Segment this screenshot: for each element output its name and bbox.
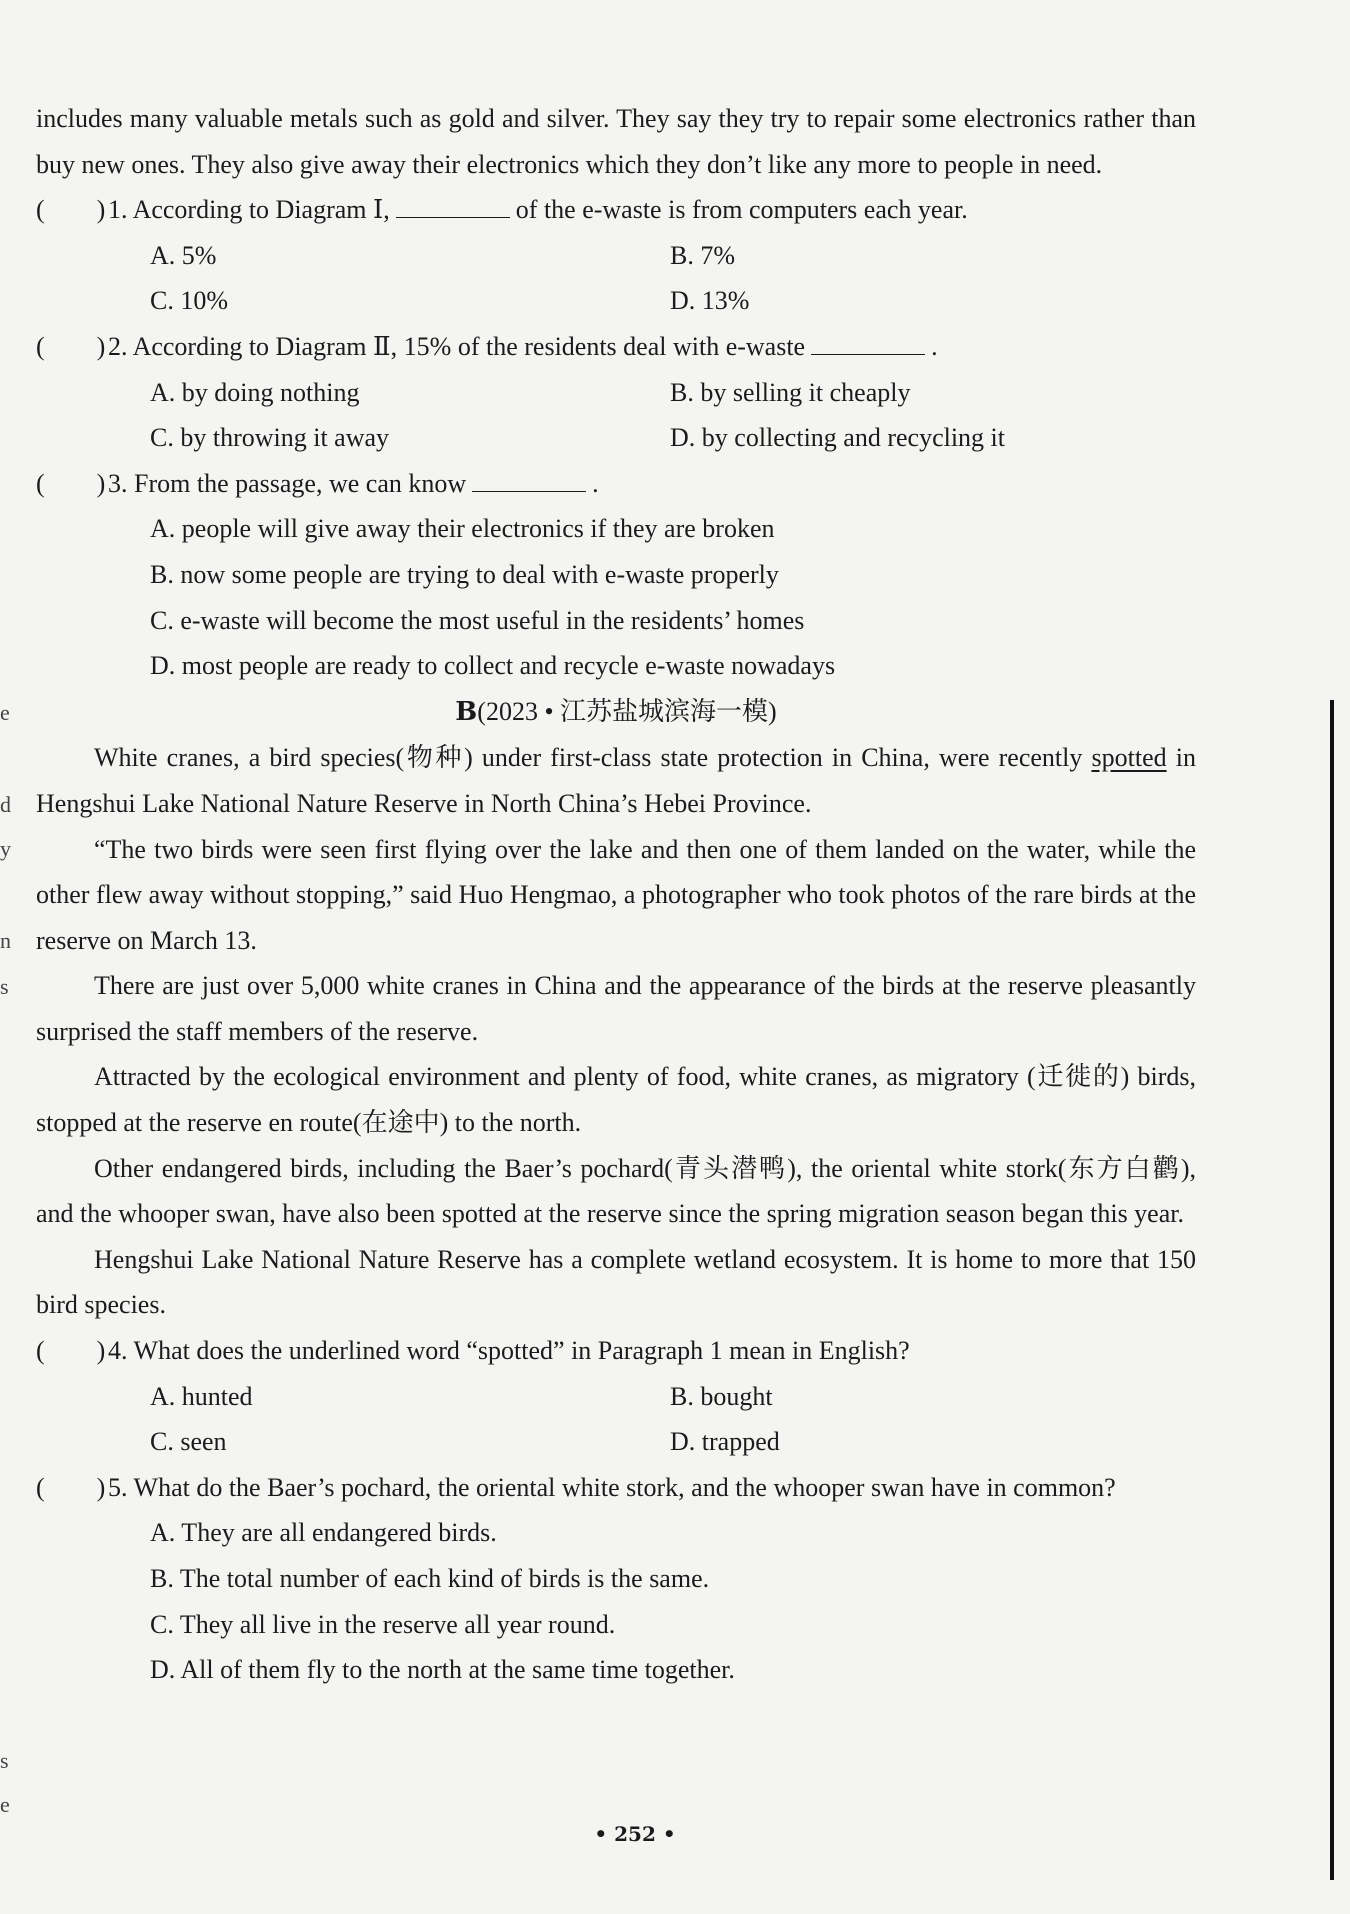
question-2 <box>36 324 1196 370</box>
question-3 <box>36 461 1196 507</box>
section-b-heading <box>36 689 1196 736</box>
option-c: C. e-waste will become the most useful in the residents’ homes <box>150 605 805 635</box>
answer-bracket: ( ) <box>36 331 106 361</box>
option-d: D. by collecting and recycling it <box>670 423 1006 453</box>
option-a: A. They are all endangered birds. <box>150 1518 497 1548</box>
option-d: D. 13% <box>670 286 750 316</box>
answer-blank <box>811 332 925 355</box>
answer-bracket: ( ) <box>36 1472 106 1502</box>
question-text: 4. What does the underlined word “spotted” in Paragraph 1 mean in English? <box>108 1336 910 1366</box>
option-a: A. 5% <box>150 240 217 270</box>
question-text: 2. According to Diagram Ⅱ, 15% of the residents deal with e-waste . <box>108 331 938 361</box>
margin-fragment: s <box>0 974 9 999</box>
passage-paragraph-1: White cranes, a bird species(物种) under first-class state protection in China, were recently spotted in Hengshui Lake National Nature Reserve in North China’s Hebei Province. <box>36 743 1196 818</box>
option-d: D. trapped <box>670 1427 780 1457</box>
option-d: D. most people are ready to collect and recycle e-waste nowadays <box>150 651 836 681</box>
page-edge-rule <box>1330 700 1334 1880</box>
question-4 <box>36 1328 1196 1374</box>
section-letter: B <box>455 696 478 727</box>
passage-paragraph-3: There are just over 5,000 white cranes in China and the appearance of the birds at the reserve pleasantly surprised the staff members of the reserve. <box>36 971 1196 1046</box>
page-content <box>36 96 1196 1693</box>
passage-paragraph-6: Hengshui Lake National Nature Reserve has a complete wetland ecosystem. It is home to more that 150 bird species. <box>36 1244 1196 1320</box>
question-text: 3. From the passage, we can know . <box>108 468 599 498</box>
margin-fragment: y <box>0 836 11 861</box>
margin-fragment: e <box>0 700 10 725</box>
margin-fragment: d <box>0 792 11 817</box>
margin-fragment: e <box>0 1792 10 1817</box>
answer-blank <box>472 469 586 492</box>
answer-bracket: ( ) <box>36 468 106 498</box>
option-b: B. now some people are trying to deal with e-waste properly <box>150 559 779 589</box>
question-2-options <box>150 370 1196 461</box>
option-d: D. All of them fly to the north at the same time together. <box>150 1655 735 1685</box>
underlined-word: spotted <box>1091 743 1167 773</box>
option-c: C. by throwing it away <box>150 423 390 453</box>
option-b: B. 7% <box>670 240 735 270</box>
passage-paragraph-4: Attracted by the ecological environment and plenty of food, white cranes, as migratory (迁徙的) birds, stopped at the reserve en route(在途中) to the north. <box>36 1062 1196 1138</box>
question-text: 1. According to Diagram Ⅰ, of the e-waste is from computers each year. <box>108 195 968 225</box>
question-3-options <box>150 506 1196 688</box>
option-c: C. 10% <box>150 286 228 316</box>
question-1-options <box>150 233 1196 324</box>
question-5 <box>36 1465 1196 1511</box>
answer-bracket: ( ) <box>36 1336 106 1366</box>
option-c: C. They all live in the reserve all year round. <box>150 1609 616 1639</box>
question-text: 5. What do the Baer’s pochard, the oriental white stork, and the whooper swan have in common? <box>108 1472 1116 1502</box>
option-a: A. by doing nothing <box>150 377 360 407</box>
section-source: (2023 • 江苏盐城滨海一模) <box>477 696 777 726</box>
page-number: • 252 • <box>594 1822 676 1846</box>
passage-paragraph-2: “The two birds were seen first flying over the lake and then one of them landed on the water, while the other flew away without stopping,” said Huo Hengmao, a photographer who took photos of the rare birds at the reserve on March 13. <box>36 834 1196 955</box>
option-c: C. seen <box>150 1427 227 1457</box>
answer-bracket: ( ) <box>36 195 106 225</box>
margin-fragment: n <box>0 928 11 953</box>
question-4-options <box>150 1374 1196 1465</box>
option-b: B. bought <box>670 1381 773 1411</box>
answer-blank <box>396 195 510 218</box>
question-5-options <box>150 1510 1196 1692</box>
intro-paragraph: includes many valuable metals such as gold and silver. They say they try to repair some electronics rather than buy new ones. They also give away their electronics which they don’t like any more to people in need. <box>36 104 1196 179</box>
margin-fragment: s <box>0 1748 9 1773</box>
question-1 <box>36 187 1196 233</box>
option-b: B. The total number of each kind of birds is the same. <box>150 1564 710 1593</box>
option-a: A. hunted <box>150 1381 253 1411</box>
passage-paragraph-5: Other endangered birds, including the Baer’s pochard(青头潜鸭), the oriental white stork(东方白鹳), and the whooper swan, have also been spotted at the reserve since the spring migration season began this year. <box>36 1153 1196 1229</box>
option-a: A. people will give away their electronics if they are broken <box>150 514 775 544</box>
option-b: B. by selling it cheaply <box>670 377 911 407</box>
